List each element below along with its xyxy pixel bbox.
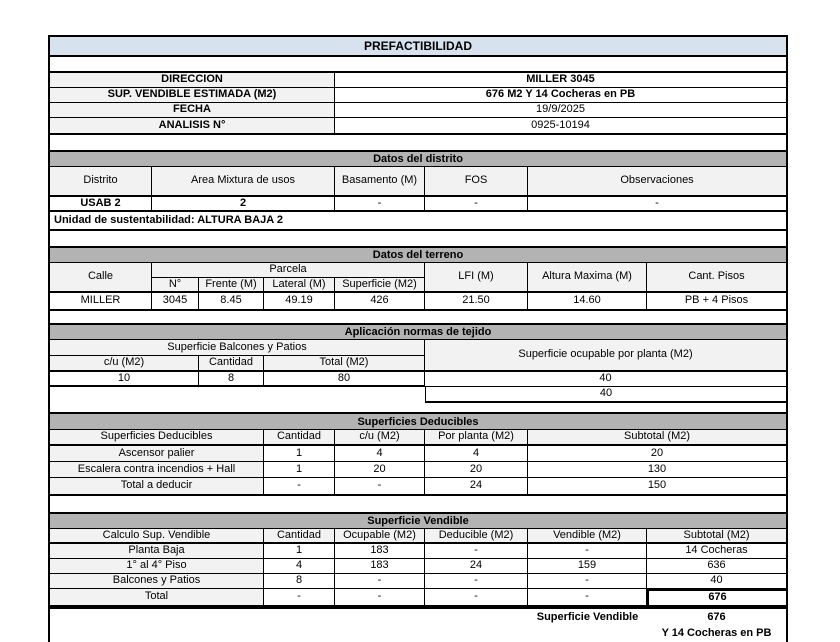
distrito-header-distrito: Distrito	[50, 167, 152, 197]
distrito-header-fos: FOS	[425, 167, 528, 197]
vendible-cell-total-subtotal: 676	[647, 589, 786, 605]
info-label-fecha: FECHA	[50, 103, 335, 118]
deducibles-row-label: Escalera contra incendios + Hall	[50, 462, 264, 478]
distrito-note: Unidad de sustentabilidad: ALTURA BAJA 2	[50, 212, 786, 229]
distrito-cell-distrito: USAB 2	[50, 197, 152, 212]
vendible-cell: 159	[528, 559, 647, 574]
vendible-cell: -	[425, 589, 528, 605]
vendible-cell: -	[335, 589, 425, 605]
terreno-cell-calle: MILLER	[50, 293, 152, 309]
deducibles-cell: 20	[335, 462, 425, 478]
tejido-empty-area	[50, 387, 425, 403]
vendible-cell: -	[528, 589, 647, 605]
vendible-cell: 8	[264, 574, 335, 589]
deducibles-cell: 20	[528, 446, 786, 462]
vendible-header-cantidad: Cantidad	[264, 529, 335, 544]
vendible-cell: 636	[647, 559, 786, 574]
page-title: PREFACTIBILIDAD	[50, 37, 786, 55]
terreno-header-pisos: Cant. Pisos	[647, 263, 786, 293]
terreno-header-frente: Frente (M)	[199, 278, 264, 293]
vendible-cell: -	[425, 574, 528, 589]
spacer	[50, 57, 786, 71]
prefactibilidad-sheet	[48, 35, 788, 642]
vendible-row-label: Balcones y Patios	[50, 574, 264, 589]
vendible-cell: 24	[425, 559, 528, 574]
deducibles-cell: 20	[425, 462, 528, 478]
terreno-cell-lfi: 21.50	[425, 293, 528, 309]
tejido-header-cantidad: Cantidad	[199, 356, 264, 372]
terreno-header-parcela: Parcela	[152, 263, 425, 278]
vendible-cell: -	[264, 589, 335, 605]
vendible-cell: 14 Cocheras	[647, 544, 786, 559]
deducibles-cell: -	[335, 478, 425, 494]
terreno-header-numero: N°	[152, 278, 199, 293]
distrito-cell-mixtura: 2	[152, 197, 335, 212]
info-value-sup-vendible: 676 M2 Y 14 Cocheras en PB	[335, 88, 786, 103]
info-label-sup-vendible: SUP. VENDIBLE ESTIMADA (M2)	[50, 88, 335, 103]
info-table	[50, 71, 786, 135]
distrito-header-basamento: Basamento (M)	[335, 167, 425, 197]
vendible-section	[50, 512, 786, 607]
vendible-section-title: Superficie Vendible	[50, 514, 786, 529]
vendible-cell: 4	[264, 559, 335, 574]
vendible-cell: -	[425, 544, 528, 559]
distrito-cell-fos: -	[425, 197, 528, 212]
distrito-cell-basamento: -	[335, 197, 425, 212]
tejido-cell-total: 80	[264, 372, 425, 387]
vendible-cell: 183	[335, 544, 425, 559]
deducibles-header-cantidad: Cantidad	[264, 430, 335, 446]
deducibles-header-subtotal: Subtotal (M2)	[528, 430, 786, 446]
spacer	[50, 496, 786, 512]
terreno-cell-altura: 14.60	[528, 293, 647, 309]
deducibles-cell: -	[264, 478, 335, 494]
vendible-header-ocupable: Ocupable (M2)	[335, 529, 425, 544]
vendible-cell: -	[528, 544, 647, 559]
distrito-cell-observaciones: -	[528, 197, 786, 212]
info-label-direccion: DIRECCION	[50, 73, 335, 88]
summary-box	[50, 607, 786, 642]
vendible-header-label: Calculo Sup. Vendible	[50, 529, 264, 544]
tejido-header-balcones: Superficie Balcones y Patios	[50, 340, 425, 356]
tejido-header-ocupable: Superficie ocupable por planta (M2)	[425, 340, 786, 372]
info-label-analisis: ANALISIS N°	[50, 118, 335, 133]
vendible-row-label: Planta Baja	[50, 544, 264, 559]
terreno-section-title: Datos del terreno	[50, 248, 786, 263]
terreno-header-calle: Calle	[50, 263, 152, 293]
deducibles-cell: 150	[528, 478, 786, 494]
info-value-direccion: MILLER 3045	[335, 73, 786, 88]
summary-label: Superficie Vendible	[528, 609, 647, 626]
tejido-cell-ocupable-2: 40	[425, 387, 786, 403]
terreno-cell-numero: 3045	[152, 293, 199, 309]
tejido-section	[50, 323, 786, 403]
vendible-row-label-total: Total	[50, 589, 264, 605]
terreno-header-lateral: Lateral (M)	[264, 278, 335, 293]
vendible-header-vendible: Vendible (M2)	[528, 529, 647, 544]
vendible-cell: -	[335, 574, 425, 589]
vendible-cell: 40	[647, 574, 786, 589]
deducibles-row-label: Ascensor palier	[50, 446, 264, 462]
vendible-header-subtotal: Subtotal (M2)	[647, 529, 786, 544]
terreno-section	[50, 246, 786, 311]
info-value-analisis: 0925-10194	[335, 118, 786, 133]
distrito-section-title: Datos del distrito	[50, 152, 786, 167]
distrito-section	[50, 150, 786, 231]
terreno-cell-superficie: 426	[335, 293, 425, 309]
deducibles-header-porplanta: Por planta (M2)	[425, 430, 528, 446]
deducibles-section-title: Superficies Deducibles	[50, 414, 786, 430]
tejido-header-cu: c/u (M2)	[50, 356, 199, 372]
deducibles-cell: 4	[425, 446, 528, 462]
spacer	[50, 311, 786, 323]
spacer	[50, 403, 786, 412]
vendible-row-label: 1° al 4° Piso	[50, 559, 264, 574]
spacer	[50, 135, 786, 150]
vendible-cell: 1	[264, 544, 335, 559]
tejido-cell-cantidad: 8	[199, 372, 264, 387]
tejido-header-total: Total (M2)	[264, 356, 425, 372]
summary-note: Y 14 Cocheras en PB	[647, 626, 786, 642]
distrito-header-observaciones: Observaciones	[528, 167, 786, 197]
summary-value: 676	[647, 609, 786, 626]
deducibles-row-label: Total a deducir	[50, 478, 264, 494]
vendible-cell: 183	[335, 559, 425, 574]
deducibles-cell: 1	[264, 462, 335, 478]
deducibles-header-label: Superficies Deducibles	[50, 430, 264, 446]
terreno-cell-lateral: 49.19	[264, 293, 335, 309]
vendible-cell: -	[528, 574, 647, 589]
summary-empty	[50, 626, 647, 642]
terreno-header-altura: Altura Maxima (M)	[528, 263, 647, 293]
tejido-cell-ocupable: 40	[425, 372, 786, 387]
tejido-cell-cu: 10	[50, 372, 199, 387]
deducibles-cell: 4	[335, 446, 425, 462]
vendible-header-deducible: Deducible (M2)	[425, 529, 528, 544]
deducibles-cell: 1	[264, 446, 335, 462]
deducibles-header-cu: c/u (M2)	[335, 430, 425, 446]
spacer	[50, 231, 786, 246]
tejido-section-title: Aplicación normas de tejido	[50, 325, 786, 340]
distrito-header-mixtura: Area Mixtura de usos	[152, 167, 335, 197]
title-box	[50, 35, 786, 57]
summary-empty	[50, 609, 528, 626]
terreno-cell-frente: 8.45	[199, 293, 264, 309]
deducibles-cell: 24	[425, 478, 528, 494]
terreno-header-superficie: Superficie (M2)	[335, 278, 425, 293]
info-value-fecha: 19/9/2025	[335, 103, 786, 118]
terreno-cell-pisos: PB + 4 Pisos	[647, 293, 786, 309]
terreno-header-lfi: LFI (M)	[425, 263, 528, 293]
deducibles-cell: 130	[528, 462, 786, 478]
deducibles-section	[50, 412, 786, 496]
